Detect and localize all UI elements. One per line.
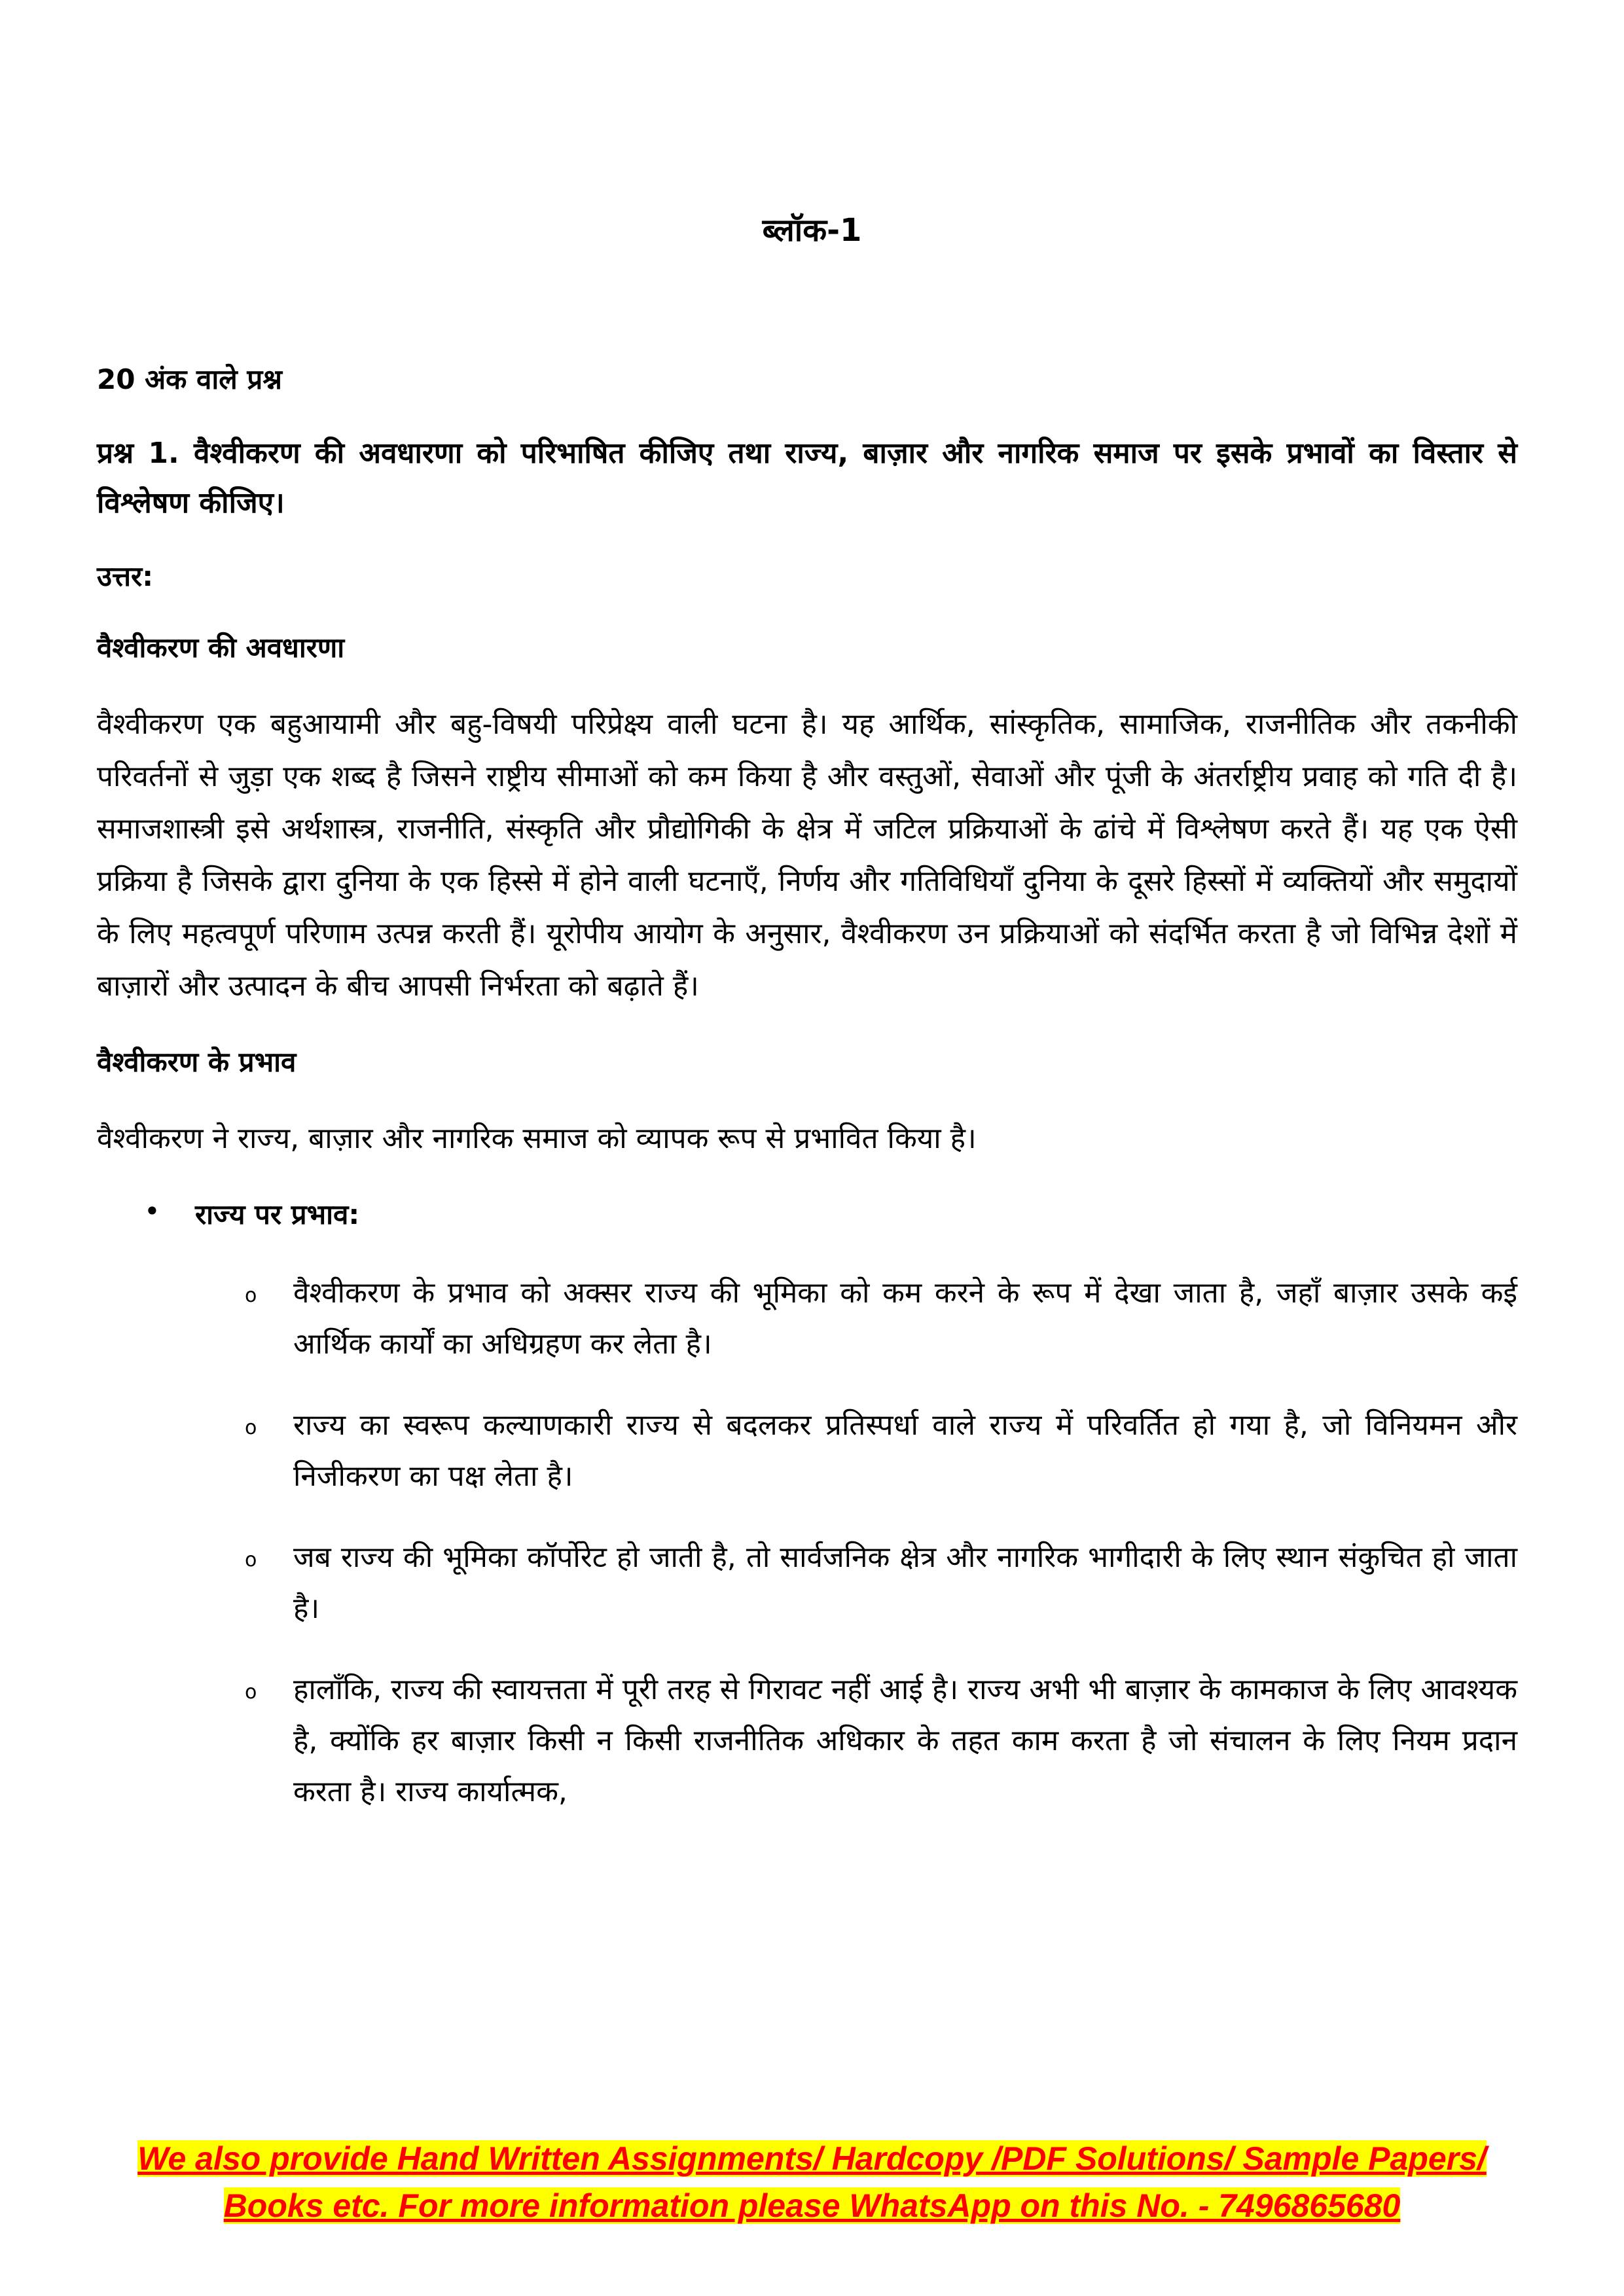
document-body [97,360,1517,1848]
promo-footer-line-2: Books etc. For more information please WhatsApp on this No. - 7496865680 [223,2187,1401,2224]
state-effects-label: राज्य पर प्रभाव: [195,1198,360,1230]
sub-bullet-marker: o [245,1681,257,1704]
list-item [97,1268,1517,1370]
effects-heading: वैश्वीकरण के प्रभाव [97,1046,297,1078]
promo-footer-line-1: We also provide Hand Written Assignments/ Hardcopy /PDF Solutions/ Sample Papers/ [137,2140,1487,2177]
concept-paragraph: वैश्वीकरण एक बहुआयामी और बहु-विषयी परिप्रेक्ष्य वाली घटना है। यह आर्थिक, सांस्कृतिक, सामाजिक, राजनीतिक और तकनीकी परिवर्तनों से जुड़ा एक शब्द है जिसने राष्ट्रीय सीमाओं को कम किया है और वस्तुओं, सेवाओं और पूंजी के अंतर्राष्ट्रीय प्रवाह को गति दी है। समाजशास्त्री इसे अर्थशास्त्र, राजनीति, संस्कृति और प्रौद्योगिकी के क्षेत्र में जटिल प्रक्रियाओं के ढांचे में विश्लेषण करते हैं। यह एक ऐसी प्रक्रिया है जिसके द्वारा दुनिया के एक हिस्से में होने वाली घटनाएँ, निर्णय और गतिविधियाँ दुनिया के दूसरे हिस्सों में व्यक्तियों और समुदायों के लिए महत्वपूर्ण परिणाम उत्पन्न करती हैं। यूरोपीय आयोग के अनुसार, वैश्वीकरण उन प्रक्रियाओं को संदर्भित करता है जो विभिन्न देशों में बाज़ारों और उत्पादन के बीच आपसी निर्भरता को बढ़ाते हैं। [97,708,1517,1003]
list-item [97,1664,1517,1818]
sub-bullet-marker: o [245,1416,257,1439]
point-text: हालाँकि, राज्य की स्वायत्तता में पूरी तरह से गिरावट नहीं आई है। राज्य अभी भी बाज़ार के कामकाज के लिए आवश्यक है, क्योंकि हर बाज़ार किसी न किसी राजनीतिक अधिकार के तहत काम करता है जो संचालन के लिए नियम प्रदान करता है। राज्य कार्यात्मक, [293,1673,1517,1808]
question-text: प्रश्न 1. वैश्वीकरण की अवधारणा को परिभाषित कीजिए तथा राज्य, बाज़ार और नागरिक समाज पर इसके प्रभावों का विस्तार से विश्लेषण कीजिए। [97,437,1517,520]
effects-list [97,1195,1517,1232]
list-item [97,1532,1517,1634]
point-text: वैश्वीकरण के प्रभाव को अक्सर राज्य की भूमिका को कम करने के रूप में देखा जाता है, जहाँ बाज़ार उसके कई आर्थिक कार्यों का अधिग्रहण कर लेता है। [293,1276,1517,1361]
list-item [97,1400,1517,1502]
sub-bullet-marker: o [245,1284,257,1307]
marks-heading: 20 अंक वाले प्रश्न [97,363,282,395]
point-text: राज्य का स्वरूप कल्याणकारी राज्य से बदलकर प्रतिस्पर्धा वाले राज्य में परिवर्तित हो गया है, जो विनियमन और निजीकरण का पक्ष लेता है। [293,1408,1517,1493]
promo-footer [0,2135,1624,2229]
list-item-state-effects [97,1195,1517,1232]
sub-bullet-marker: o [245,1549,257,1571]
effects-intro: वैश्वीकरण ने राज्य, बाज़ार और नागरिक समाज को व्यापक रूप से प्रभावित किया है। [97,1122,977,1155]
point-text: जब राज्य की भूमिका कॉर्पोरेट हो जाती है, तो सार्वजनिक क्षेत्र और नागरिक भागीदारी के लिए स्थान संकुचित हो जाता है। [293,1541,1517,1625]
block-title: ब्लॉक-1 [762,212,862,249]
concept-heading: वैश्वीकरण की अवधारणा [97,632,345,664]
answer-label: उत्तर: [97,560,154,592]
bullet-marker: • [144,1195,160,1227]
state-effects-points [97,1268,1517,1818]
